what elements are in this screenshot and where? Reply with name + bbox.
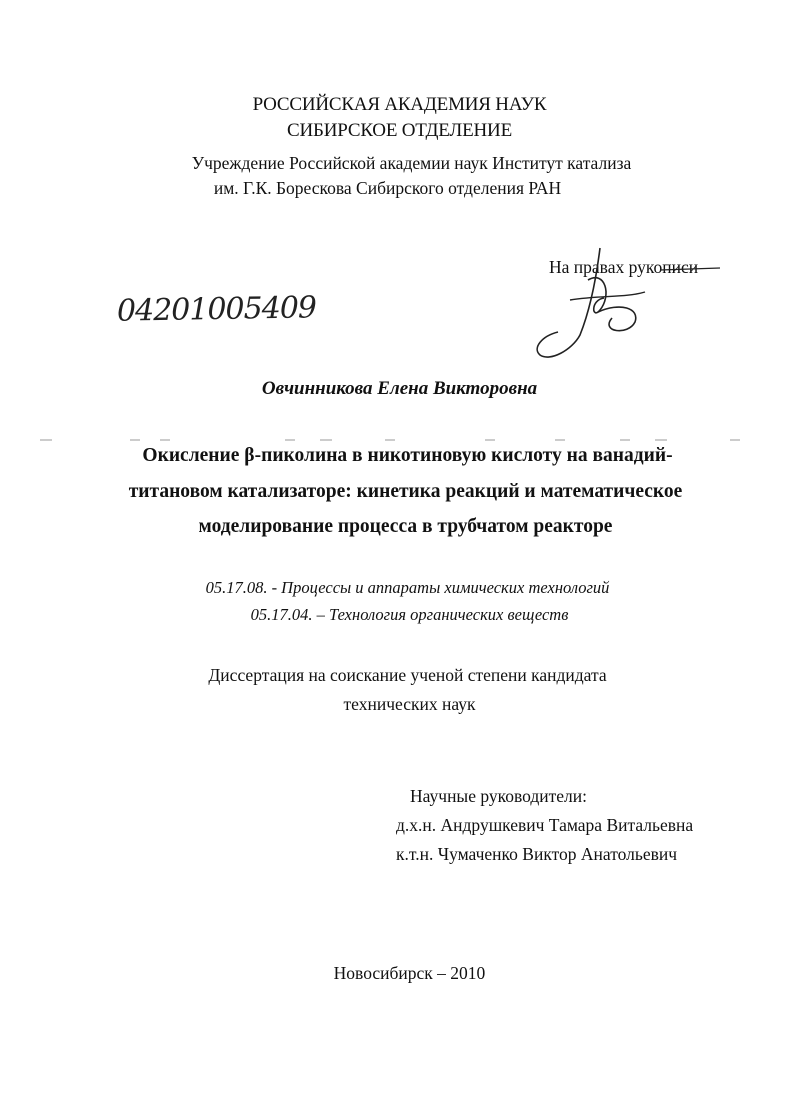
handwritten-signature [530, 240, 730, 370]
academy-name: РОССИЙСКАЯ АКАДЕМИЯ НАУК [252, 94, 547, 115]
specialty-2: 05.17.04. – Технология органических веществ [250, 605, 569, 624]
degree-line-2: технических наук [343, 694, 476, 714]
supervisors-heading: Научные руководители: [410, 786, 587, 806]
supervisor-2: к.т.н. Чумаченко Виктор Анатольевич [396, 844, 678, 864]
catalog-number: 04201005409 [116, 290, 317, 329]
title-line-3: моделирование процесса в трубчатом реакторе [198, 516, 613, 537]
institution-line-2: им. Г.К. Борескова Сибирского отделения РАН [213, 178, 562, 198]
branch-name: СИБИРСКОЕ ОТДЕЛЕНИЕ [287, 120, 512, 141]
faint-dash-line [40, 438, 740, 442]
title-line-2: титановом катализаторе: кинетика реакций и математическое [128, 481, 683, 502]
author-name: Овчинникова Елена Викторовна [261, 378, 538, 399]
supervisor-1: д.х.н. Андрушкевич Тамара Витальевна [396, 815, 694, 835]
manuscript-note: На правах рукописи [549, 257, 699, 277]
institution-line-1: Учреждение Российской академии наук Институт катализа [191, 153, 632, 173]
degree-line-1: Диссертация на соискание ученой степени кандидата [208, 665, 607, 685]
city-year: Новосибирск – 2010 [333, 963, 486, 983]
specialty-1: 05.17.08. - Процессы и аппараты химических технологий [205, 578, 610, 597]
title-line-1: Окисление β-пиколина в никотиновую кислоту на ванадий- [142, 445, 673, 466]
